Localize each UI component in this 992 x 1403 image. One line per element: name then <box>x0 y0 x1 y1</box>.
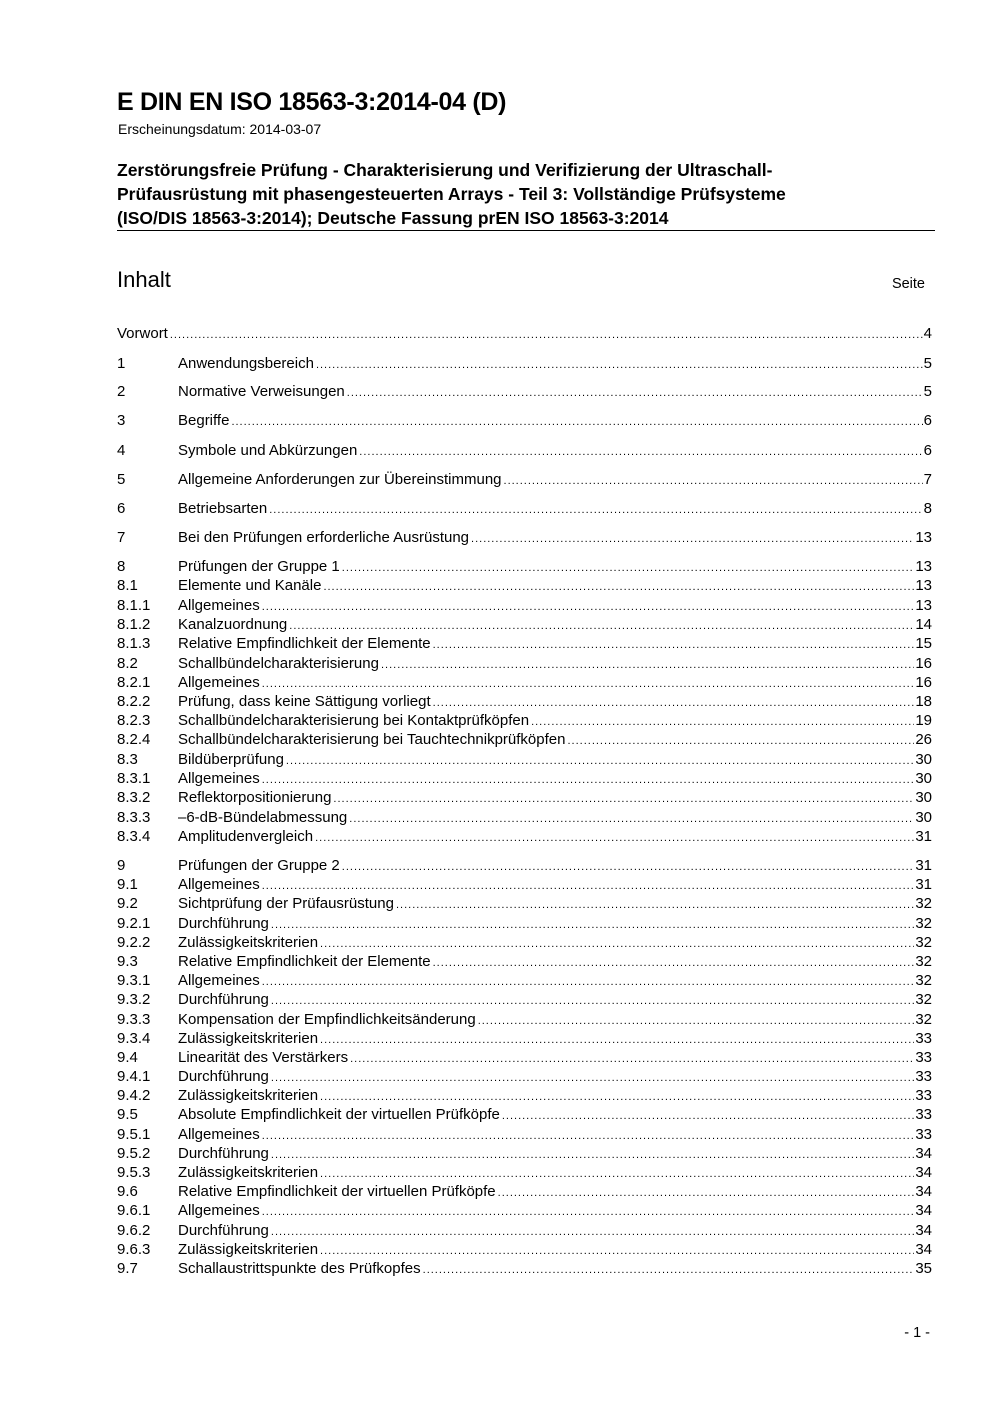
toc-entry-title: Allgemeines <box>178 972 260 989</box>
toc-entry[interactable] <box>117 324 932 344</box>
toc-entry-title: Allgemeines <box>178 674 260 691</box>
toc-entry-number: 8.3.2 <box>117 789 151 806</box>
toc-dot-leader <box>316 355 923 375</box>
toc-dot-leader <box>349 809 914 829</box>
toc-entry-title: Schallbündelcharakterisierung bei Kontaktprüfköpfen <box>178 712 530 729</box>
toc-entry-page: 34 <box>915 1183 932 1200</box>
toc-entry-body <box>178 1201 932 1222</box>
toc-dot-leader <box>320 1164 914 1184</box>
toc-entry-title: Allgemeine Anforderungen zur Übereinstimmung <box>178 471 502 488</box>
toc-dot-leader <box>502 1106 914 1126</box>
toc-entry-body <box>178 1163 932 1184</box>
toc-entry-title: Prüfungen der Gruppe 1 <box>178 558 340 575</box>
toc-entry-title: Zulässigkeitskriterien <box>178 1241 319 1258</box>
toc-entry-number: 9.6.1 <box>117 1202 151 1219</box>
toc-entry-title: Vorwort <box>117 325 168 342</box>
toc-entry-title: Durchführung <box>178 1068 269 1085</box>
toc-entry-number: 5 <box>117 471 126 488</box>
toc-entry-page: 14 <box>915 616 932 633</box>
toc-dot-leader <box>359 442 922 462</box>
toc-entry[interactable] <box>117 1144 932 1164</box>
toc-entry-body <box>178 769 932 790</box>
toc-entry-number: 8 <box>117 558 126 575</box>
toc-entry-body <box>178 1182 932 1203</box>
toc-entry-number: 9.3.2 <box>117 991 151 1008</box>
toc-entry-page: 35 <box>915 1260 932 1277</box>
toc-entry-page: 33 <box>915 1126 932 1143</box>
toc-dot-leader <box>333 789 914 809</box>
toc-entry-title: Prüfung, dass keine Sättigung vorliegt <box>178 693 431 710</box>
toc-entry[interactable] <box>117 528 932 548</box>
toc-entry-number: 8.2.3 <box>117 712 151 729</box>
toc-entry[interactable] <box>117 557 932 577</box>
toc-dot-leader <box>262 770 915 790</box>
toc-entry-page: 13 <box>915 597 932 614</box>
toc-dot-leader <box>271 1145 914 1165</box>
toc-entry[interactable] <box>117 470 932 490</box>
toc-entry-number: 8.3.1 <box>117 770 151 787</box>
toc-dot-leader <box>320 1087 914 1107</box>
page-number: - 1 - <box>904 1325 930 1341</box>
toc-entry-page: 31 <box>915 828 932 845</box>
toc-entry-body <box>178 470 932 491</box>
toc-entry-title: Absolute Empfindlichkeit der virtuellen Prüfköpfe <box>178 1106 500 1123</box>
toc-dot-leader <box>350 1049 914 1069</box>
toc-entry[interactable] <box>117 382 932 402</box>
toc-entry[interactable] <box>117 1163 932 1183</box>
toc-entry-page: 34 <box>915 1164 932 1181</box>
toc-entry-body <box>178 990 932 1011</box>
toc-entry[interactable] <box>117 1086 932 1106</box>
toc-entry-body <box>178 441 932 462</box>
toc-entry-number: 9.6.2 <box>117 1222 151 1239</box>
toc-dot-leader <box>381 655 914 675</box>
toc-entry-number: 9.7 <box>117 1260 138 1277</box>
toc-entry-title: Allgemeines <box>178 770 260 787</box>
toc-dot-leader <box>271 1222 914 1242</box>
toc-entry-number: 9.6 <box>117 1183 138 1200</box>
toc-entry-body <box>178 576 932 597</box>
toc-entry[interactable] <box>117 827 932 847</box>
toc-dot-leader <box>271 915 914 935</box>
document-title <box>117 158 935 230</box>
toc-dot-leader <box>471 529 914 549</box>
toc-entry[interactable] <box>117 615 932 635</box>
toc-entry-title: Zulässigkeitskriterien <box>178 934 319 951</box>
toc-entry[interactable] <box>117 499 932 519</box>
toc-entry-body <box>178 711 932 732</box>
toc-entry-number: 8.3.4 <box>117 828 151 845</box>
toc-entry-number: 8.2.4 <box>117 731 151 748</box>
toc-entry-title: Relative Empfindlichkeit der Elemente <box>178 635 431 652</box>
toc-entry-number: 9.5.1 <box>117 1126 151 1143</box>
toc-entry-body <box>178 808 932 829</box>
toc-entry-number: 8.3.3 <box>117 809 151 826</box>
title-line: Zerstörungsfreie Prüfung - Charakterisierung und Verifizierung der Ultraschall- <box>117 160 773 180</box>
toc-entry-body <box>178 654 932 675</box>
toc-entry-title: Allgemeines <box>178 876 260 893</box>
toc-entry-page: 19 <box>915 712 932 729</box>
toc-entry-title: Kompensation der Empfindlichkeitsänderung <box>178 1011 476 1028</box>
toc-entry-title: Schallbündelcharakterisierung <box>178 655 379 672</box>
toc-entry-page: 16 <box>915 655 932 672</box>
toc-entry-title: Betriebsarten <box>178 500 268 517</box>
toc-entry-body <box>178 1125 932 1146</box>
toc-entry-page: 32 <box>915 915 932 932</box>
toc-entry-body <box>178 750 932 771</box>
toc-entry[interactable] <box>117 654 932 674</box>
toc-entry-page: 33 <box>915 1068 932 1085</box>
toc-entry-page: 31 <box>915 857 932 874</box>
toc-entry-page: 33 <box>915 1030 932 1047</box>
toc-dot-leader <box>567 731 914 751</box>
toc-dot-leader <box>323 577 914 597</box>
toc-entry-page: 26 <box>915 731 932 748</box>
toc-entry-page: 30 <box>915 789 932 806</box>
toc-entry-body <box>178 354 932 375</box>
toc-entry-title: Bildüberprüfung <box>178 751 284 768</box>
toc-entry-title: Reflektorpositionierung <box>178 789 332 806</box>
toc-entry-page: 34 <box>915 1241 932 1258</box>
toc-page-column-label: Seite <box>891 276 925 292</box>
toc-entry-page: 32 <box>915 1011 932 1028</box>
toc-entry[interactable] <box>117 1067 932 1087</box>
toc-entry[interactable] <box>117 1010 932 1030</box>
toc-entry[interactable] <box>117 730 932 750</box>
toc-entry[interactable] <box>117 769 932 789</box>
toc-dot-leader <box>433 953 915 973</box>
toc-entry-page: 30 <box>915 751 932 768</box>
toc-entry-title: Allgemeines <box>178 1126 260 1143</box>
toc-entry[interactable] <box>117 933 932 953</box>
toc-entry-body <box>178 596 932 617</box>
toc-entry[interactable] <box>117 894 932 914</box>
toc-entry-body <box>178 875 932 896</box>
toc-entry-body <box>178 971 932 992</box>
toc-entry-body <box>178 528 932 549</box>
toc-entry-title: Symbole und Abkürzungen <box>178 442 358 459</box>
toc-entry-body <box>178 788 932 809</box>
toc-entry-title: Allgemeines <box>178 597 260 614</box>
toc-entry-title: Kanalzuordnung <box>178 616 288 633</box>
toc-entry-title: Elemente und Kanäle <box>178 577 322 594</box>
toc-entry-page: 32 <box>915 934 932 951</box>
toc-entry[interactable] <box>117 711 932 731</box>
toc-dot-leader <box>320 1030 914 1050</box>
toc-entry-title: Schallbündelcharakterisierung bei Tauchtechnikprüfköpfen <box>178 731 566 748</box>
title-divider <box>117 230 935 231</box>
toc-entry-number: 9.2.1 <box>117 915 151 932</box>
toc-entry-number: 9.6.3 <box>117 1241 151 1258</box>
toc-entry-page: 13 <box>915 577 932 594</box>
toc-entry-number: 9.5.3 <box>117 1164 151 1181</box>
toc-entry[interactable] <box>117 354 932 374</box>
title-line: (ISO/DIS 18563-3:2014); Deutsche Fassung prEN ISO 18563-3:2014 <box>117 208 669 228</box>
toc-entry-number: 9.1 <box>117 876 138 893</box>
toc-entry-title: Relative Empfindlichkeit der virtuellen Prüfköpfe <box>178 1183 496 1200</box>
toc-entry-page: 13 <box>915 558 932 575</box>
toc-dot-leader <box>433 635 915 655</box>
toc-entry-title: Bei den Prüfungen erforderliche Ausrüstung <box>178 529 470 546</box>
toc-entry[interactable] <box>117 1029 932 1049</box>
toc-entry-page: 34 <box>915 1145 932 1162</box>
toc-dot-leader <box>478 1011 915 1031</box>
toc-entry-body <box>178 557 932 578</box>
toc-entry-body <box>178 1029 932 1050</box>
toc-entry-page: 6 <box>923 442 932 459</box>
toc-dot-leader <box>262 876 915 896</box>
toc-entry-title: Zulässigkeitskriterien <box>178 1030 319 1047</box>
toc-entry-body <box>178 382 932 403</box>
toc-entry-body <box>178 933 932 954</box>
toc-entry-page: 6 <box>923 412 932 429</box>
toc-entry-title: Durchführung <box>178 991 269 1008</box>
toc-entry-number: 8.1 <box>117 577 138 594</box>
toc-dot-leader <box>271 991 914 1011</box>
toc-entry-number: 8.1.3 <box>117 635 151 652</box>
toc-entry[interactable] <box>117 990 932 1010</box>
toc-entry-body <box>178 411 932 432</box>
toc-entry-page: 32 <box>915 953 932 970</box>
toc-entry[interactable] <box>117 1201 932 1221</box>
toc-entry[interactable] <box>117 971 932 991</box>
toc-entry-body <box>178 634 932 655</box>
toc-entry-page: 18 <box>915 693 932 710</box>
toc-entry[interactable] <box>117 1105 932 1125</box>
toc-entry-number: 8.2.2 <box>117 693 151 710</box>
toc-entry[interactable] <box>117 1259 932 1279</box>
toc-entry-page: 13 <box>915 529 932 546</box>
toc-entry-number: 9.2.2 <box>117 934 151 951</box>
toc-entry-number: 9.3 <box>117 953 138 970</box>
toc-entry[interactable] <box>117 576 932 596</box>
toc-entry-number: 8.2 <box>117 655 138 672</box>
toc-dot-leader <box>262 972 915 992</box>
toc-entry-body <box>178 1240 932 1261</box>
toc-entry-body <box>117 324 932 345</box>
toc-dot-leader <box>320 1241 914 1261</box>
toc-entry-title: Durchführung <box>178 1145 269 1162</box>
toc-entry-title: Durchführung <box>178 1222 269 1239</box>
toc-dot-leader <box>170 325 923 345</box>
toc-dot-leader <box>498 1183 915 1203</box>
toc-entry-title: Zulässigkeitskriterien <box>178 1087 319 1104</box>
toc-entry-title: Normative Verweisungen <box>178 383 345 400</box>
toc-entry-page: 32 <box>915 972 932 989</box>
toc-dot-leader <box>262 1126 915 1146</box>
toc-dot-leader <box>271 1068 914 1088</box>
toc-entry-page: 34 <box>915 1202 932 1219</box>
toc-entry-body <box>178 499 932 520</box>
toc-dot-leader <box>315 828 914 848</box>
toc-dot-leader <box>262 674 915 694</box>
toc-dot-leader <box>289 616 914 636</box>
toc-entry-number: 9.2 <box>117 895 138 912</box>
toc-entry-page: 15 <box>915 635 932 652</box>
toc-dot-leader <box>262 597 915 617</box>
toc-entry[interactable] <box>117 788 932 808</box>
toc-entry[interactable] <box>117 750 932 770</box>
toc-dot-leader <box>423 1260 915 1280</box>
toc-entry-body <box>178 894 932 915</box>
toc-entry[interactable] <box>117 808 932 828</box>
toc-entry-title: Prüfungen der Gruppe 2 <box>178 857 340 874</box>
toc-entry-number: 9 <box>117 857 126 874</box>
toc-entry-page: 5 <box>923 355 932 372</box>
toc-entry-title: Anwendungsbereich <box>178 355 314 372</box>
toc-entry-number: 2 <box>117 383 126 400</box>
toc-entry-title: Begriffe <box>178 412 230 429</box>
toc-entry-title: Relative Empfindlichkeit der Elemente <box>178 953 431 970</box>
toc-entry-body <box>178 1048 932 1069</box>
toc-entry-number: 1 <box>117 355 126 372</box>
toc-entry-number: 9.3.3 <box>117 1011 151 1028</box>
toc-entry[interactable] <box>117 634 932 654</box>
toc-entry-page: 7 <box>923 471 932 488</box>
toc-dot-leader <box>433 693 915 713</box>
toc-entry[interactable] <box>117 875 932 895</box>
toc-dot-leader <box>286 751 914 771</box>
toc-entry-page: 31 <box>915 876 932 893</box>
toc-entry-body <box>178 1067 932 1088</box>
toc-entry-body <box>178 692 932 713</box>
toc-entry-body <box>178 1010 932 1031</box>
toc-entry[interactable] <box>117 441 932 461</box>
toc-entry-page: 34 <box>915 1222 932 1239</box>
toc-entry-number: 8.1.2 <box>117 616 151 633</box>
publication-date: Erscheinungsdatum: 2014-03-07 <box>118 121 322 137</box>
toc-entry-page: 30 <box>915 809 932 826</box>
toc-entry-page: 32 <box>915 991 932 1008</box>
toc-entry-title: Schallaustrittspunkte des Prüfkopfes <box>178 1260 421 1277</box>
toc-entry[interactable] <box>117 1048 932 1068</box>
toc-entry-page: 33 <box>915 1049 932 1066</box>
toc-entry-number: 9.4.1 <box>117 1068 151 1085</box>
toc-entry-title: Sichtprüfung der Prüfausrüstung <box>178 895 394 912</box>
toc-entry-body <box>178 827 932 848</box>
toc-entry-body <box>178 1221 932 1242</box>
toc-entry-body <box>178 856 932 877</box>
toc-entry-number: 9.5 <box>117 1106 138 1123</box>
toc-dot-leader <box>347 383 923 403</box>
toc-dot-leader <box>262 1202 915 1222</box>
toc-entry-number: 8.1.1 <box>117 597 151 614</box>
toc-entry-body <box>178 673 932 694</box>
toc-entry-number: 4 <box>117 442 126 459</box>
toc-entry-title: Zulässigkeitskriterien <box>178 1164 319 1181</box>
toc-entry[interactable] <box>117 692 932 712</box>
toc-entry-body <box>178 952 932 973</box>
toc-entry-title: Linearität des Verstärkers <box>178 1049 349 1066</box>
toc-dot-leader <box>531 712 914 732</box>
toc-entry[interactable] <box>117 1125 932 1145</box>
toc-entry-page: 4 <box>923 325 932 342</box>
toc-entry-body <box>178 615 932 636</box>
toc-entry-title: –6-dB-Bündelabmessung <box>178 809 348 826</box>
toc-dot-leader <box>342 558 915 578</box>
toc-entry-page: 32 <box>915 895 932 912</box>
toc-entry-page: 8 <box>923 500 932 517</box>
toc-entry[interactable] <box>117 596 932 616</box>
toc-dot-leader <box>320 934 914 954</box>
title-line: Prüfausrüstung mit phasengesteuerten Arrays - Teil 3: Vollständige Prüfsysteme <box>117 184 786 204</box>
toc-heading: Inhalt <box>117 267 171 292</box>
toc-dot-leader <box>231 412 922 432</box>
toc-entry-number: 8.3 <box>117 751 138 768</box>
toc-entry[interactable] <box>117 856 932 876</box>
toc-entry[interactable] <box>117 1240 932 1260</box>
toc-entry-number: 9.4 <box>117 1049 138 1066</box>
toc-dot-leader <box>504 471 923 491</box>
toc-entry-number: 7 <box>117 529 126 546</box>
toc-entry-page: 5 <box>923 383 932 400</box>
toc-entry-title: Durchführung <box>178 915 269 932</box>
toc-entry[interactable] <box>117 1221 932 1241</box>
toc-entry-body <box>178 730 932 751</box>
toc-entry-number: 9.5.2 <box>117 1145 151 1162</box>
toc-entry-number: 3 <box>117 412 126 429</box>
toc-entry-title: Allgemeines <box>178 1202 260 1219</box>
toc-entry-number: 9.3.1 <box>117 972 151 989</box>
toc-entry-title: Amplitudenvergleich <box>178 828 314 845</box>
toc-entry-number: 6 <box>117 500 126 517</box>
toc-entry-body <box>178 1105 932 1126</box>
toc-entry-body <box>178 1144 932 1165</box>
toc-entry-page: 33 <box>915 1087 932 1104</box>
toc-entry[interactable] <box>117 411 932 431</box>
toc-entry[interactable] <box>117 952 932 972</box>
toc-entry[interactable] <box>117 673 932 693</box>
document-id: E DIN EN ISO 18563-3:2014-04 (D) <box>117 88 507 116</box>
toc-entry-page: 16 <box>915 674 932 691</box>
toc-entry-number: 8.2.1 <box>117 674 151 691</box>
toc-entry-body <box>178 914 932 935</box>
toc-entry-number: 9.3.4 <box>117 1030 151 1047</box>
toc-dot-leader <box>269 500 922 520</box>
toc-entry-body <box>178 1086 932 1107</box>
toc-entry-body <box>178 1259 932 1280</box>
toc-entry[interactable] <box>117 914 932 934</box>
toc-dot-leader <box>342 857 915 877</box>
toc-dot-leader <box>396 895 914 915</box>
toc-entry-page: 33 <box>915 1106 932 1123</box>
toc-entry[interactable] <box>117 1182 932 1202</box>
toc-entry-number: 9.4.2 <box>117 1087 151 1104</box>
toc-entry-page: 30 <box>915 770 932 787</box>
